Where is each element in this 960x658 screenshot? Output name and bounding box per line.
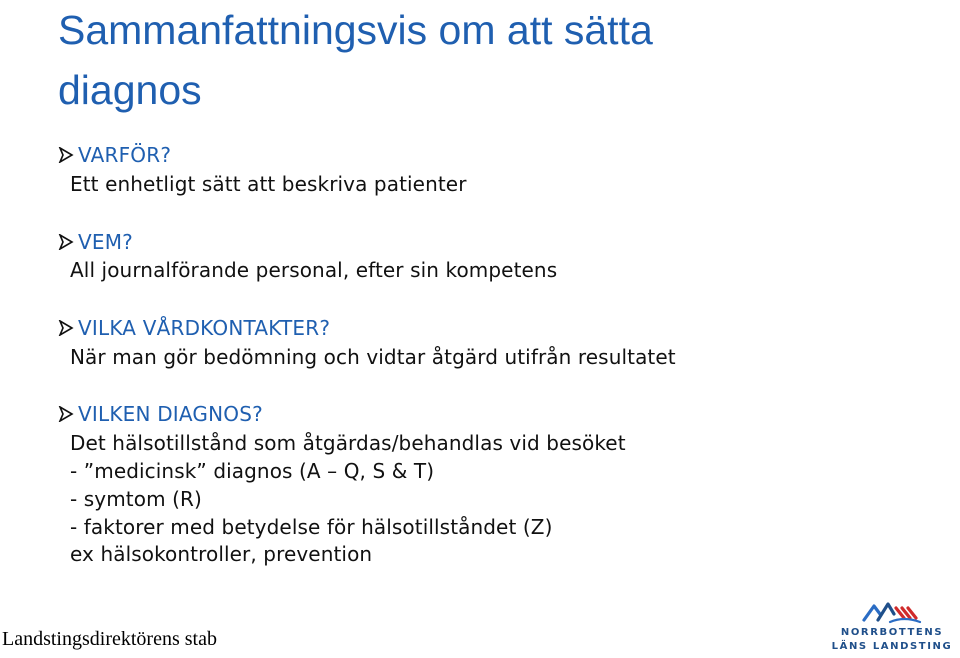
bullet-text: - ”medicinsk” diagnos (A – Q, S & T) <box>70 459 435 483</box>
bullet-heading: VILKEN DIAGNOS? <box>78 402 263 426</box>
arrow-bullet-icon <box>58 320 74 336</box>
arrow-bullet-icon <box>58 406 74 422</box>
bullet-heading-row <box>58 141 171 169</box>
arrow-bullet-icon <box>58 147 74 163</box>
landsting-emblem-icon <box>860 598 924 624</box>
norrbotten-logo <box>826 598 958 656</box>
bullet-text: - symtom (R) <box>70 487 202 511</box>
bullet-text: Det hälsotillstånd som åtgärdas/behandlas vid besöket <box>70 431 626 455</box>
bullet-heading-row <box>58 228 133 256</box>
slide-title-line-1: Sammanfattningsvis om att sätta <box>58 7 653 53</box>
logo-text-line-2: LÄNS LANDSTING <box>831 641 953 652</box>
slide-title-line-2: diagnos <box>58 67 202 113</box>
bullet-text: ex hälsokontroller, prevention <box>70 542 373 566</box>
bullet-text: - faktorer med betydelse för hälsotillståndet (Z) <box>70 515 553 539</box>
bullet-text: All journalförande personal, efter sin kompetens <box>70 258 558 282</box>
bullet-heading-row <box>58 314 330 342</box>
footer-department: Landstingsdirektörens stab <box>2 628 217 650</box>
bullet-heading: VILKA VÅRDKONTAKTER? <box>78 316 331 340</box>
bullet-text: Ett enhetligt sätt att beskriva patienter <box>70 172 467 196</box>
logo-text-line-1: NORRBOTTENS <box>840 627 944 638</box>
bullet-heading: VEM? <box>78 230 133 254</box>
bullet-heading-row <box>58 400 263 428</box>
arrow-bullet-icon <box>58 234 74 250</box>
bullet-text: När man gör bedömning och vidtar åtgärd utifrån resultatet <box>70 345 676 369</box>
bullet-heading: VARFÖR? <box>78 143 172 167</box>
